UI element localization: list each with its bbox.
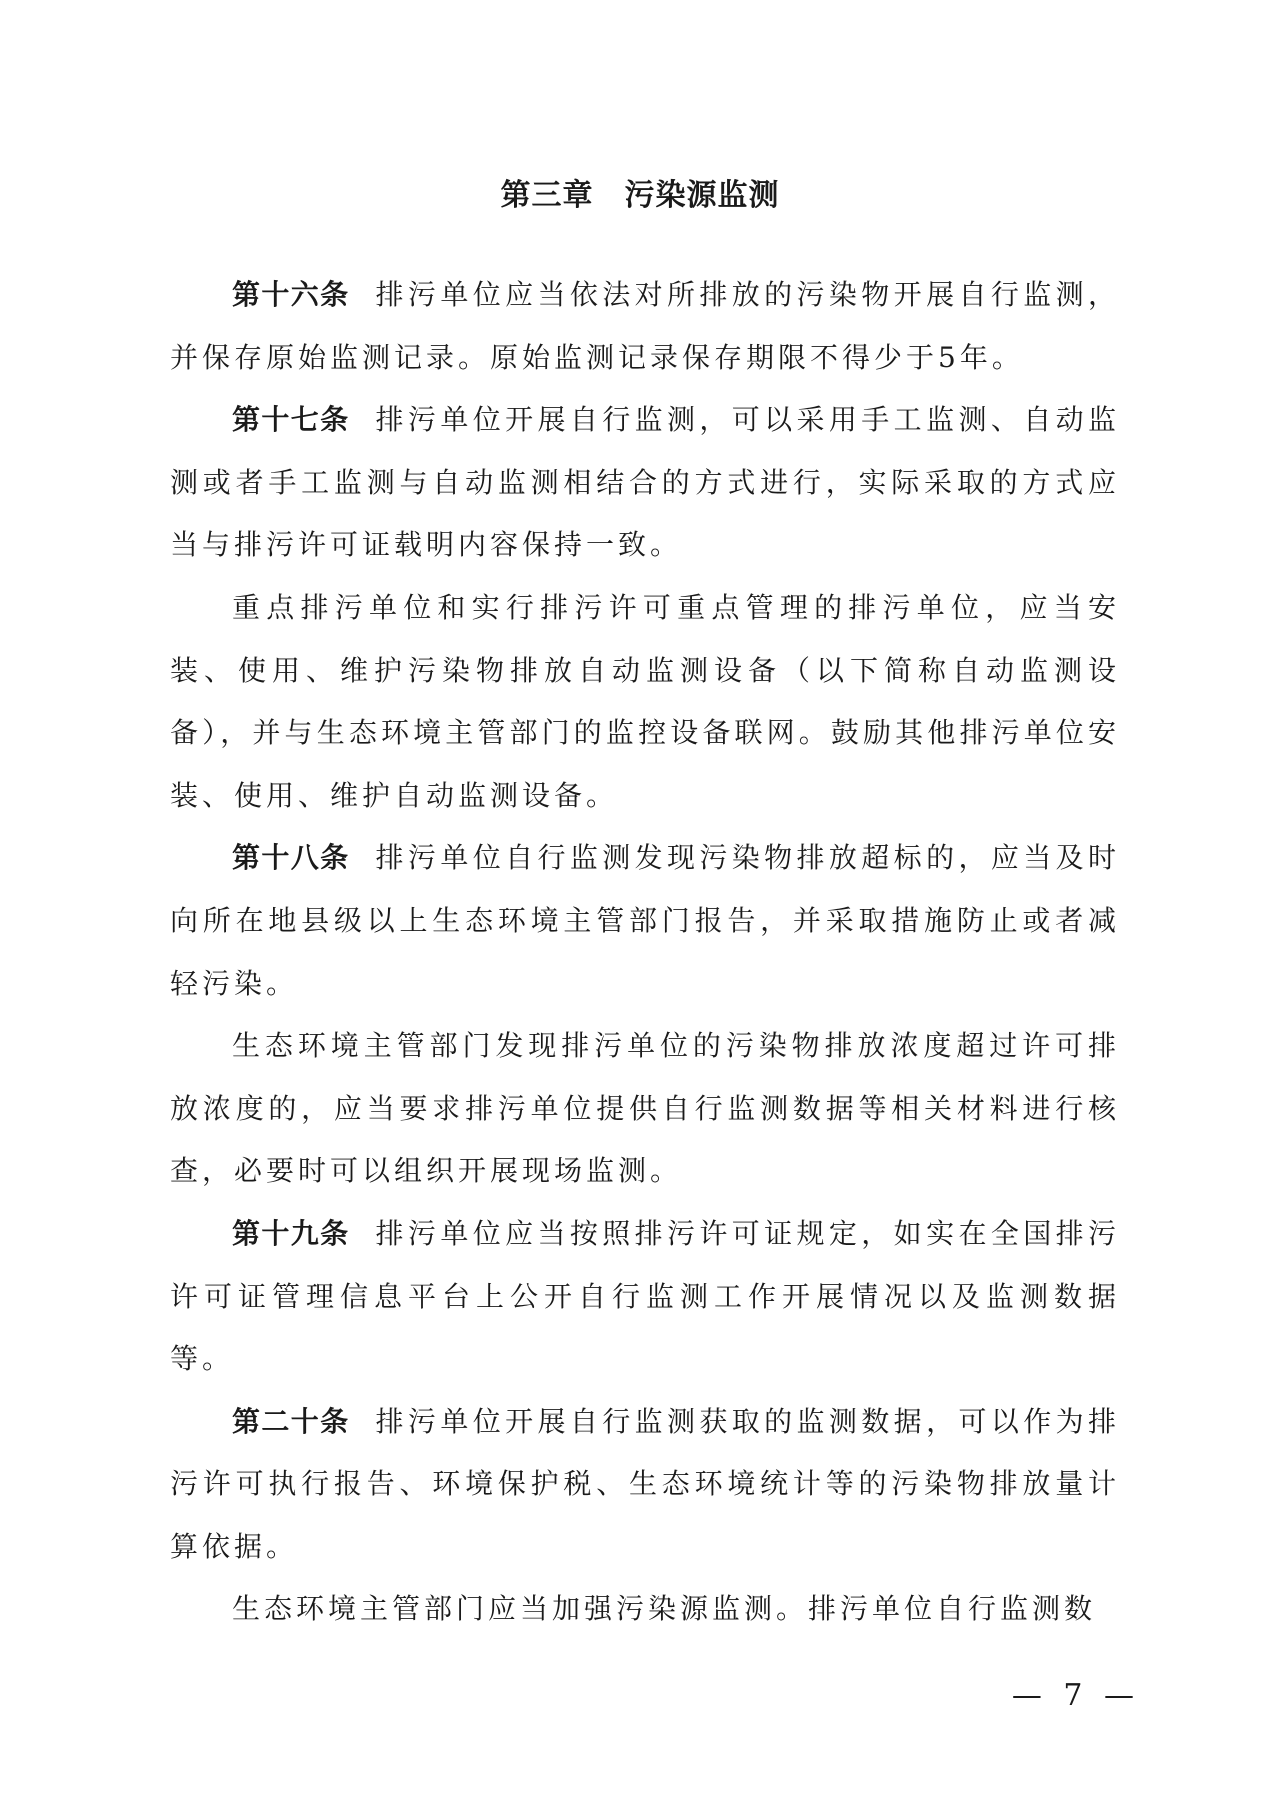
article-20-continuation-paragraph (170, 1578, 1120, 1641)
article-20-paragraph (170, 1391, 1120, 1579)
article-18-continuation-paragraph (170, 1015, 1120, 1203)
article-text: 排污单位开展自行监测获取的监测数据，可以作为排污许可执行报告、环境保护税、生态环境统计等的污染物排放量计算依据。 (170, 1404, 1120, 1563)
article-text: 生态环境主管部门发现排污单位的污染物排放浓度超过许可排放浓度的，应当要求排污单位提供自行监测数据等相关材料进行核查，必要时可以组织开展现场监测。 (170, 1029, 1120, 1188)
article-label: 第十七条 (232, 403, 350, 437)
article-label: 第十八条 (232, 841, 350, 875)
article-text: 排污单位应当按照排污许可证规定，如实在全国排污许可证管理信息平台上公开自行监测工作开展情况以及监测数据等。 (170, 1216, 1120, 1376)
chapter-title: 第三章 污染源监测 (500, 178, 780, 213)
body-text (170, 264, 1120, 1641)
page-number: — 7 — (1011, 1678, 1140, 1713)
article-17-continuation-paragraph (170, 577, 1120, 827)
article-label: 第十九条 (232, 1216, 350, 1250)
article-17-paragraph (170, 389, 1120, 577)
article-text: 生态环境主管部门应当加强污染源监测。排污单位自行监测数 (232, 1592, 1097, 1626)
article-text: 重点排污单位和实行排污许可重点管理的排污单位，应当安装、使用、维护污染物排放自动监测设备（以下简称自动监测设备），并与生态环境主管部门的监控设备联网。鼓励其他排污单位安装、使用、维护自动监测设备。 (170, 590, 1120, 812)
article-19-paragraph (170, 1203, 1120, 1391)
article-label: 第二十条 (232, 1404, 350, 1438)
article-label: 第十六条 (232, 278, 350, 311)
article-16-paragraph (170, 264, 1120, 389)
article-text: 排污单位自行监测发现污染物排放超标的，应当及时向所在地县级以上生态环境主管部门报告，并采取措施防止或者减轻污染。 (170, 841, 1120, 1000)
article-text: 排污单位开展自行监测，可以采用手工监测、自动监测或者手工监测与自动监测相结合的方式进行，实际采取的方式应当与排污许可证载明内容保持一致。 (170, 403, 1120, 562)
article-18-paragraph (170, 827, 1120, 1015)
article-text: 排污单位应当依法对所排放的污染物开展自行监测，并保存原始监测记录。原始监测记录保存期限不得少于5年。 (170, 278, 1120, 374)
